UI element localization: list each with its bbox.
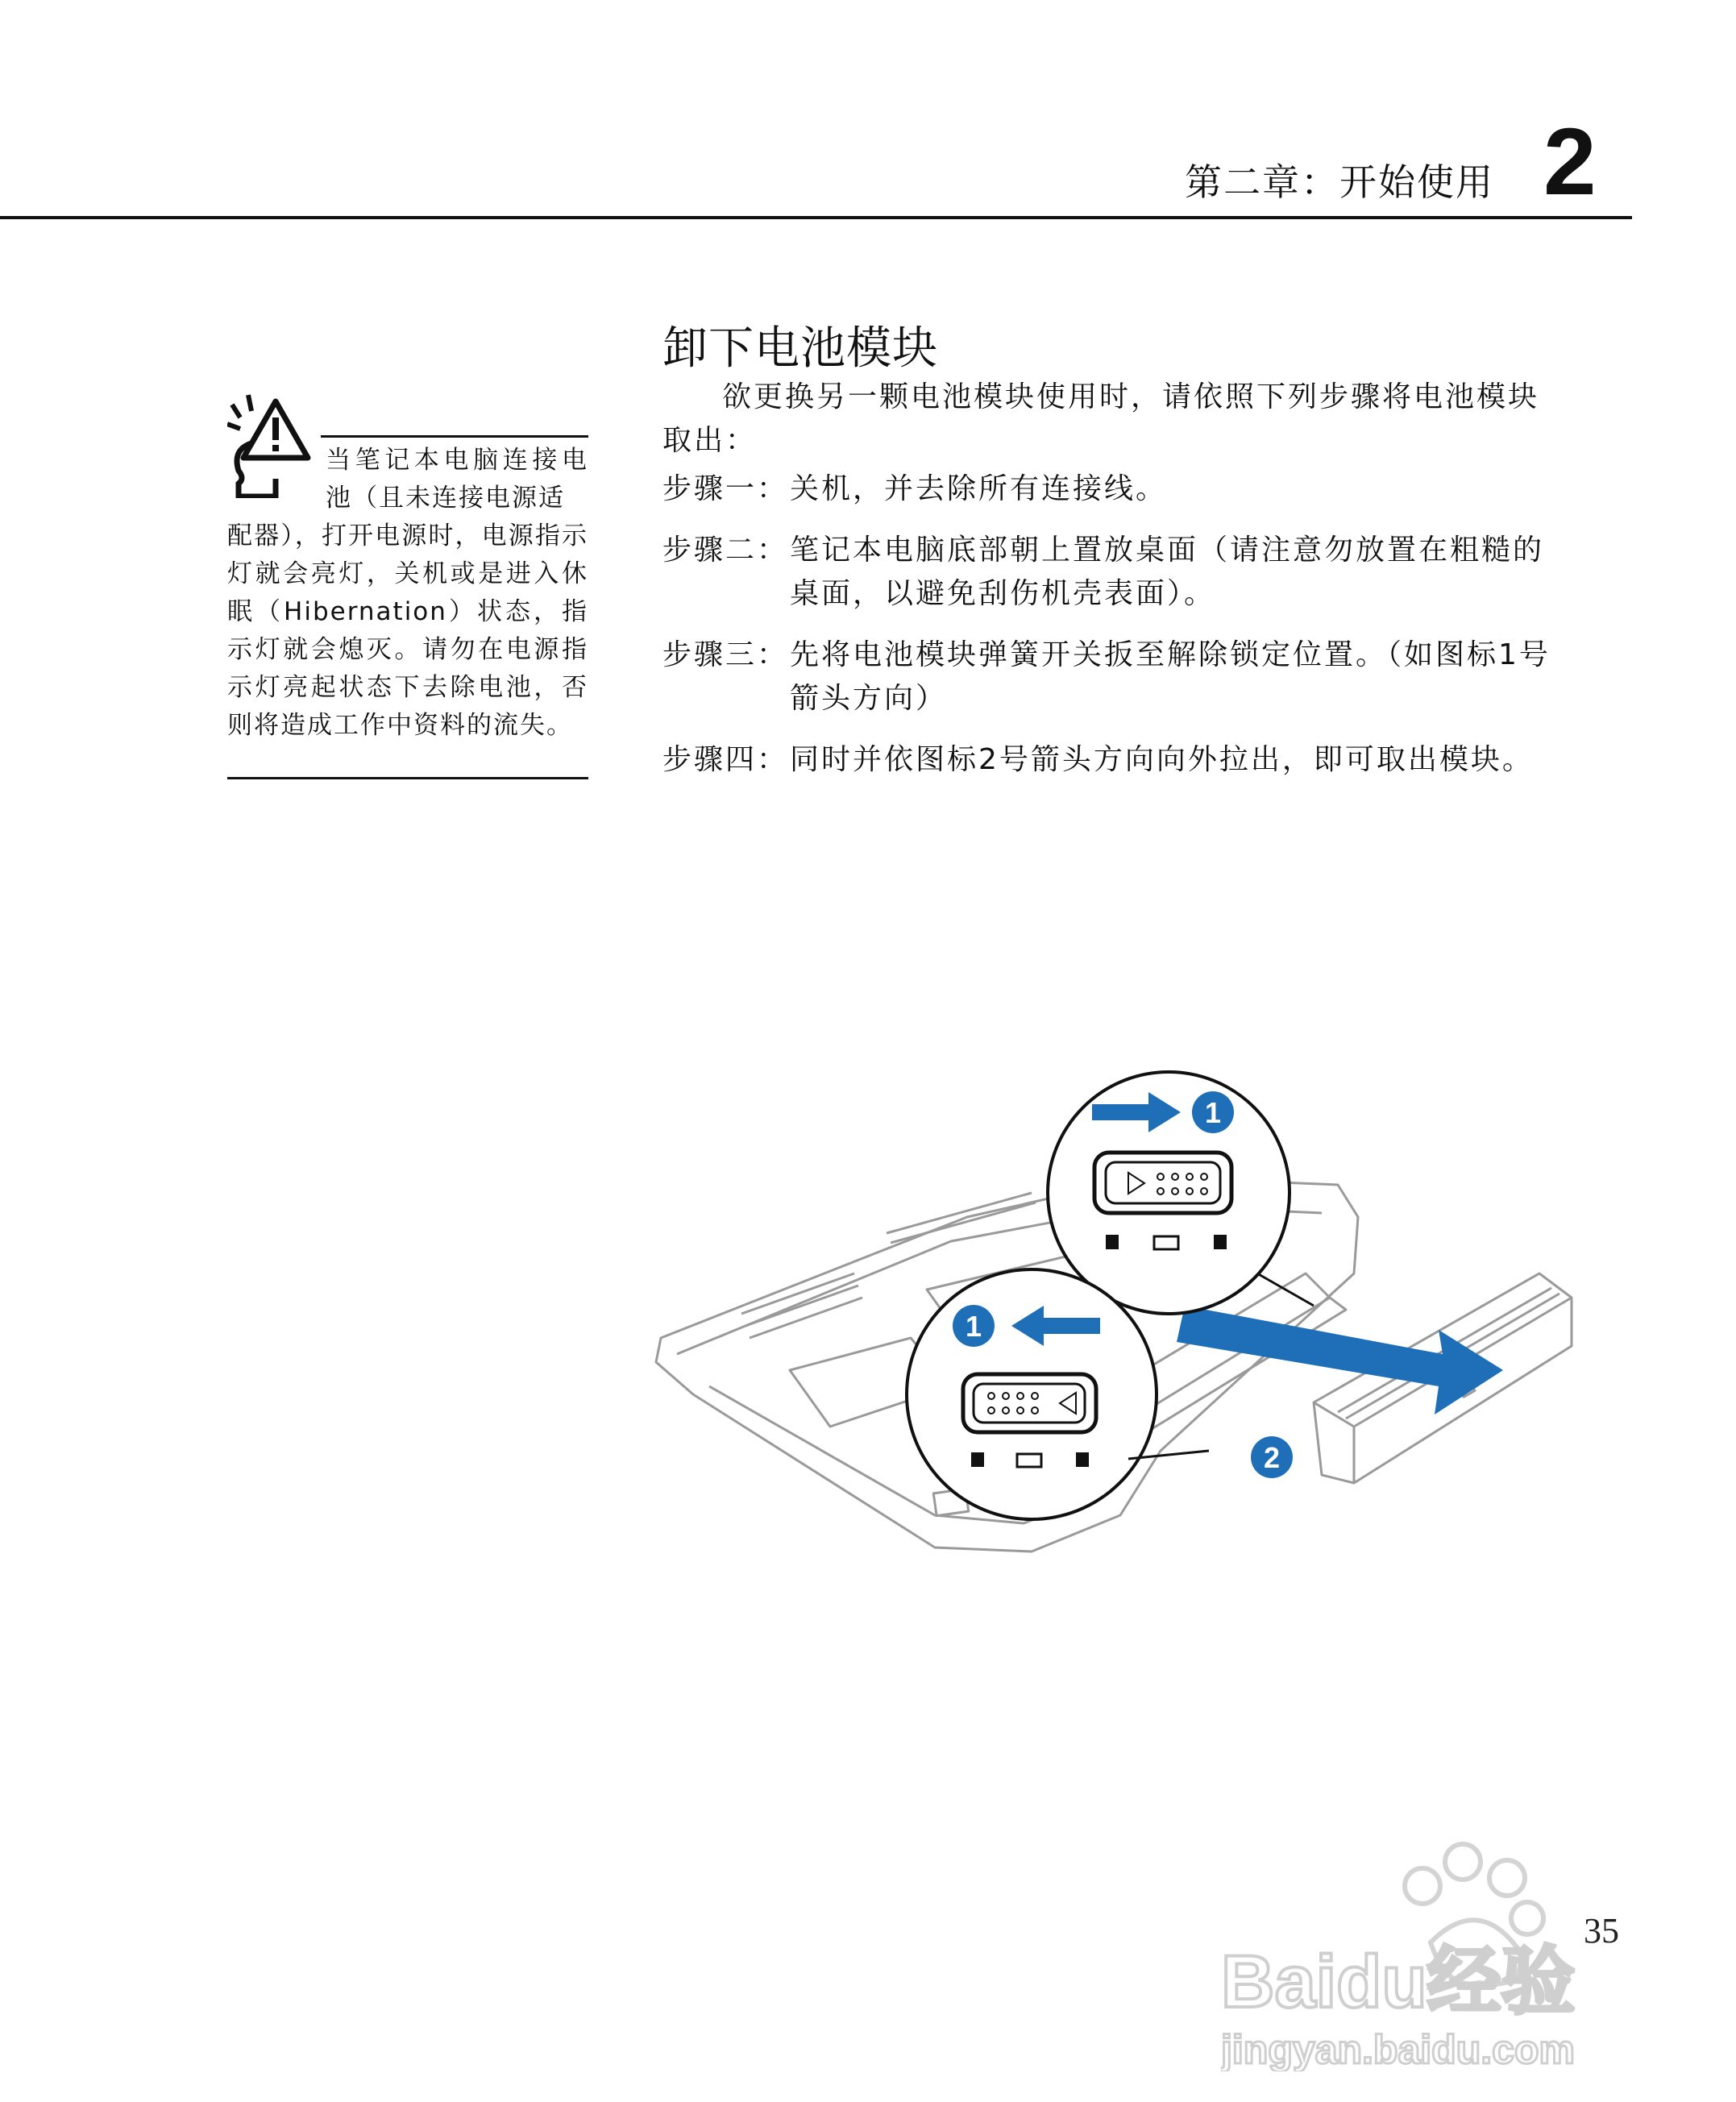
step-label: 步骤二： xyxy=(662,534,789,567)
note-text xyxy=(227,442,588,745)
page-number: 35 xyxy=(1584,1911,1619,1950)
step-2 xyxy=(662,529,1557,616)
step-label: 步骤一： xyxy=(662,472,789,505)
note-top-rule xyxy=(321,435,588,438)
step-text: 同时并依图标2号箭头方向向外拉出，即可取出模块。 xyxy=(790,743,1534,776)
step-label: 步骤三： xyxy=(662,638,789,671)
callout-2: 2 xyxy=(1263,1441,1281,1474)
step-1 xyxy=(662,467,1557,511)
callout-1-lower: 1 xyxy=(965,1310,982,1343)
watermark-main: Baidu经验 xyxy=(1221,1941,1576,2023)
step-text: 笔记本电脑底部朝上置放桌面（请注意勿放置在粗糙的桌面，以避免刮伤机壳表面）。 xyxy=(790,534,1545,610)
step-text: 先将电池模块弹簧开关扳至解除锁定位置。（如图标1号箭头方向） xyxy=(790,638,1551,715)
watermark-url: jingyan.baidu.com xyxy=(1221,2027,1575,2071)
note-text-rest: 配器），打开电源时，电源指示灯就会亮灯，关机或是进入休眠（Hibernation）状态，指示灯就会熄灭。请勿在电源指示灯亮起状态下去除电池，否则将造成工作中资料的流失。 xyxy=(227,521,588,740)
chapter-title: 第二章：开始使用 xyxy=(1185,160,1494,204)
note-bottom-rule xyxy=(227,777,588,779)
step-3 xyxy=(662,634,1557,721)
step-label: 步骤四： xyxy=(662,743,789,776)
baidu-watermark-logo xyxy=(1221,1830,1632,2071)
chapter-number: 2 xyxy=(1543,109,1597,215)
header-rule xyxy=(0,216,1632,219)
step-text: 关机，并去除所有连接线。 xyxy=(790,472,1168,505)
callout-1-upper: 1 xyxy=(1204,1096,1222,1129)
battery-removal-illustration xyxy=(645,1032,1580,1612)
intro-paragraph: 欲更换另一颗电池模块使用时，请依照下列步骤将电池模块取出： xyxy=(662,380,1540,457)
step-4 xyxy=(662,738,1557,782)
note-text-first: 当笔记本电脑连接电池（且未连接电源适 xyxy=(326,446,588,513)
section-title: 卸下电池模块 xyxy=(662,322,938,375)
